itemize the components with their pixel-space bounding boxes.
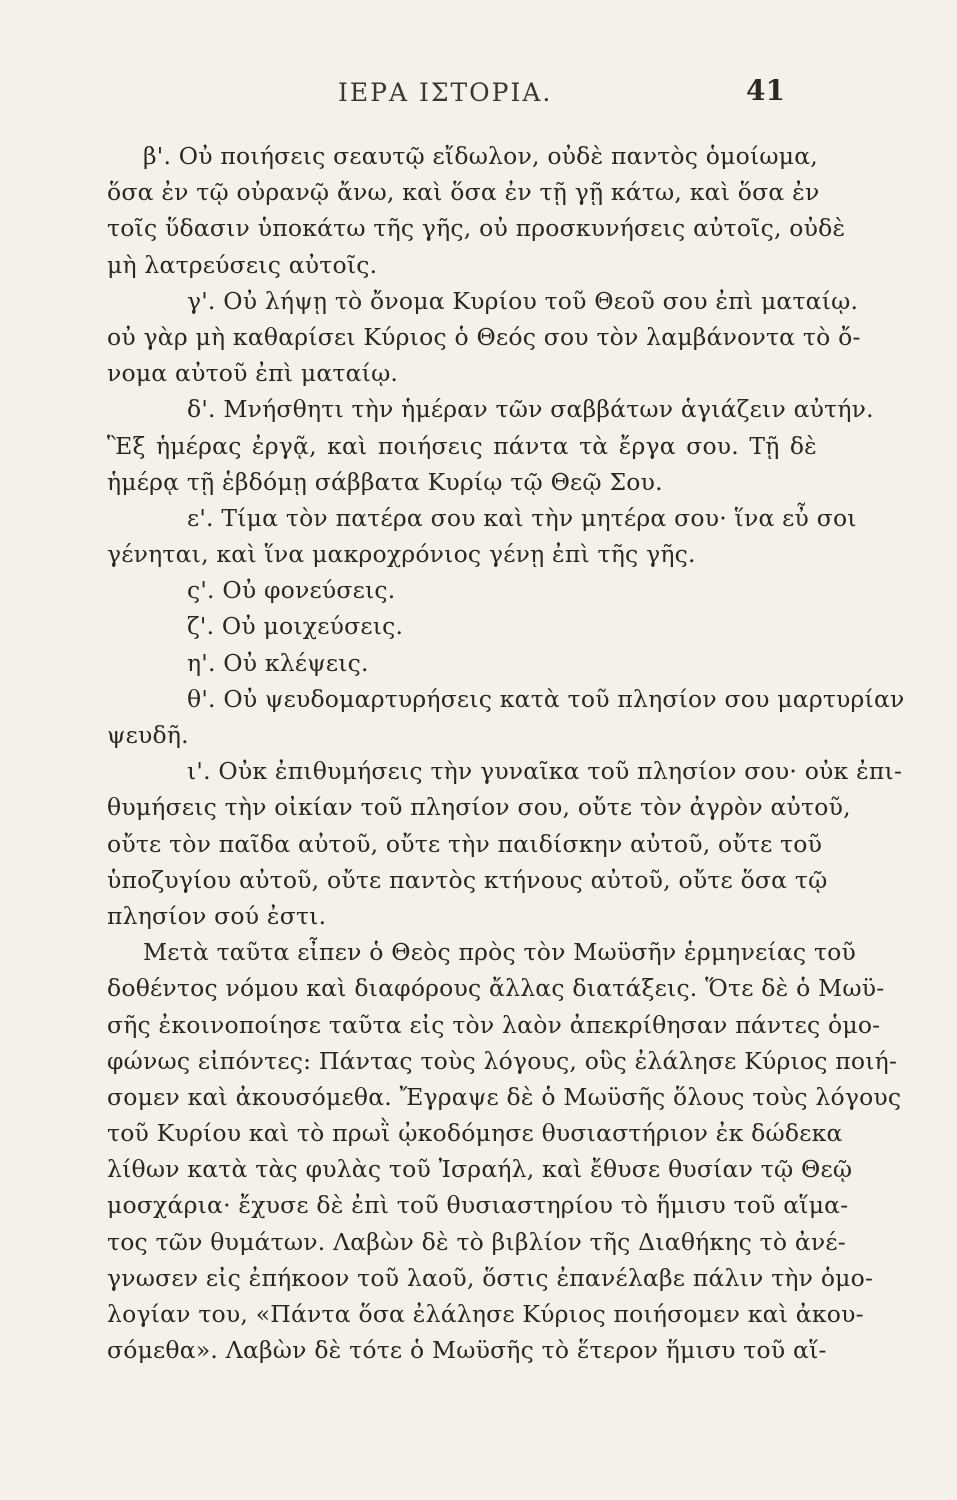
text-line: σῆς ἐκοινοποίησε ταῦτα εἰς τὸν λαὸν ἀπεκρίθησαν πάντες ὁμο- bbox=[107, 1010, 881, 1039]
text-line: θυμήσεις τὴν οἰκίαν τοῦ πλησίον σου, οὔτε τὸν ἀγρὸν αὐτοῦ, bbox=[107, 793, 851, 822]
text-line: ε'. Τίμα τὸν πατέρα σου καὶ τὴν μητέρα σου· ἵνα εὖ σοι bbox=[187, 503, 857, 532]
running-title: ΙΕΡΑ ΙΣΤΟΡΙΑ. bbox=[338, 78, 553, 107]
text-line: τοῦ Κυρίου καὶ τὸ πρωῒ ᾠκοδόμησε θυσιαστήριον ἐκ δώδεκα bbox=[107, 1119, 843, 1148]
page-header bbox=[0, 74, 957, 118]
text-line: τος τῶν θυμάτων. Λαβὼν δὲ τὸ βιβλίον τῆς Διαθήκης τὸ ἀνέ- bbox=[107, 1227, 846, 1256]
text-line: Μετὰ ταῦτα εἶπεν ὁ Θεὸς πρὸς τὸν Μωϋσῆν ἑρμηνείας τοῦ bbox=[143, 938, 856, 967]
text-line: σομεν καὶ ἀκουσόμεθα. Ἔγραψε δὲ ὁ Μωϋσῆς ὅλους τοὺς λόγους bbox=[107, 1082, 902, 1111]
text-line: Ἓξ ἡμέρας ἐργᾷ, καὶ ποιήσεις πάντα τὰ ἔργα σου. Τῇ δὲ bbox=[107, 431, 817, 460]
text-line: μοσχάρια· ἔχυσε δὲ ἐπὶ τοῦ θυσιαστηρίου τὸ ἥμισυ τοῦ αἵμα- bbox=[107, 1191, 849, 1220]
text-line: φώνως εἰπόντες: Πάντας τοὺς λόγους, οὓς ἐλάλησε Κύριος ποιή- bbox=[107, 1046, 898, 1075]
text-line: οὐ γὰρ μὴ καθαρίσει Κύριος ὁ Θεός σου τὸν λαμβάνοντα τὸ ὄ- bbox=[107, 322, 861, 351]
text-line: ς'. Οὐ φονεύσεις. bbox=[187, 576, 396, 605]
text-line: γνωσεν εἰς ἐπήκοον τοῦ λαοῦ, ὅστις ἐπανέλαβε πάλιν τὴν ὁμο- bbox=[107, 1263, 874, 1292]
text-line: γ'. Οὐ λήψῃ τὸ ὄνομα Κυρίου τοῦ Θεοῦ σου ἐπὶ ματαίῳ. bbox=[187, 286, 859, 315]
text-line: ψευδῆ. bbox=[107, 721, 189, 749]
text-line: λογίαν του, «Πάντα ὅσα ἐλάλησε Κύριος ποιήσομεν καὶ ἀκου- bbox=[107, 1300, 864, 1328]
text-line: β'. Οὐ ποιήσεις σεαυτῷ εἴδωλον, οὐδὲ παντὸς ὁμοίωμα, bbox=[143, 142, 818, 170]
text-line: γένηται, καὶ ἵνα μακροχρόνιος γένῃ ἐπὶ τῆς γῆς. bbox=[107, 540, 696, 569]
text-line: πλησίον σού ἐστι. bbox=[107, 901, 327, 930]
text-line: δοθέντος νόμου καὶ διαφόρους ἄλλας διατάξεις. Ὅτε δὲ ὁ Μωϋ- bbox=[107, 974, 885, 1003]
text-line: ι'. Οὐκ ἐπιθυμήσεις τὴν γυναῖκα τοῦ πλησίον σου· οὐκ ἐπι- bbox=[187, 757, 903, 786]
page-number: 41 bbox=[746, 74, 785, 107]
text-line: σόμεθα». Λαβὼν δὲ τότε ὁ Μωϋσῆς τὸ ἕτερον ἥμισυ τοῦ αἵ- bbox=[107, 1336, 827, 1365]
text-line: λίθων κατὰ τὰς φυλὰς τοῦ Ἰσραήλ, καὶ ἔθυσε θυσίαν τῷ Θεῷ bbox=[107, 1155, 853, 1184]
text-line: η'. Οὐ κλέψεις. bbox=[187, 648, 369, 677]
text-line: ὑποζυγίου αὐτοῦ, οὔτε παντὸς κτήνους αὐτοῦ, οὔτε ὅσα τῷ bbox=[107, 865, 828, 894]
body-text bbox=[107, 138, 905, 1368]
text-line: οὔτε τὸν παῖδα αὐτοῦ, οὔτε τὴν παιδίσκην αὐτοῦ, οὔτε τοῦ bbox=[107, 829, 823, 858]
text-line: τοῖς ὕδασιν ὑποκάτω τῆς γῆς, οὐ προσκυνήσεις αὐτοῖς, οὐδὲ bbox=[107, 214, 846, 243]
text-line: ἡμέρᾳ τῇ ἑβδόμῃ σάββατα Κυρίῳ τῷ Θεῷ Σου. bbox=[107, 467, 663, 496]
text-line: μὴ λατρεύσεις αὐτοῖς. bbox=[107, 250, 378, 279]
text-line: ζ'. Οὐ μοιχεύσεις. bbox=[187, 612, 404, 641]
text-line: ὅσα ἐν τῷ οὐρανῷ ἄνω, καὶ ὅσα ἐν τῇ γῇ κάτω, καὶ ὅσα ἐν bbox=[107, 178, 820, 207]
text-line: θ'. Οὐ ψευδομαρτυρήσεις κατὰ τοῦ πλησίον σου μαρτυρίαν bbox=[187, 684, 905, 713]
text-line: δ'. Μνήσθητι τὴν ἡμέραν τῶν σαββάτων ἁγιάζειν αὐτήν. bbox=[187, 395, 874, 424]
text-line: νομα αὐτοῦ ἐπὶ ματαίῳ. bbox=[107, 359, 399, 388]
